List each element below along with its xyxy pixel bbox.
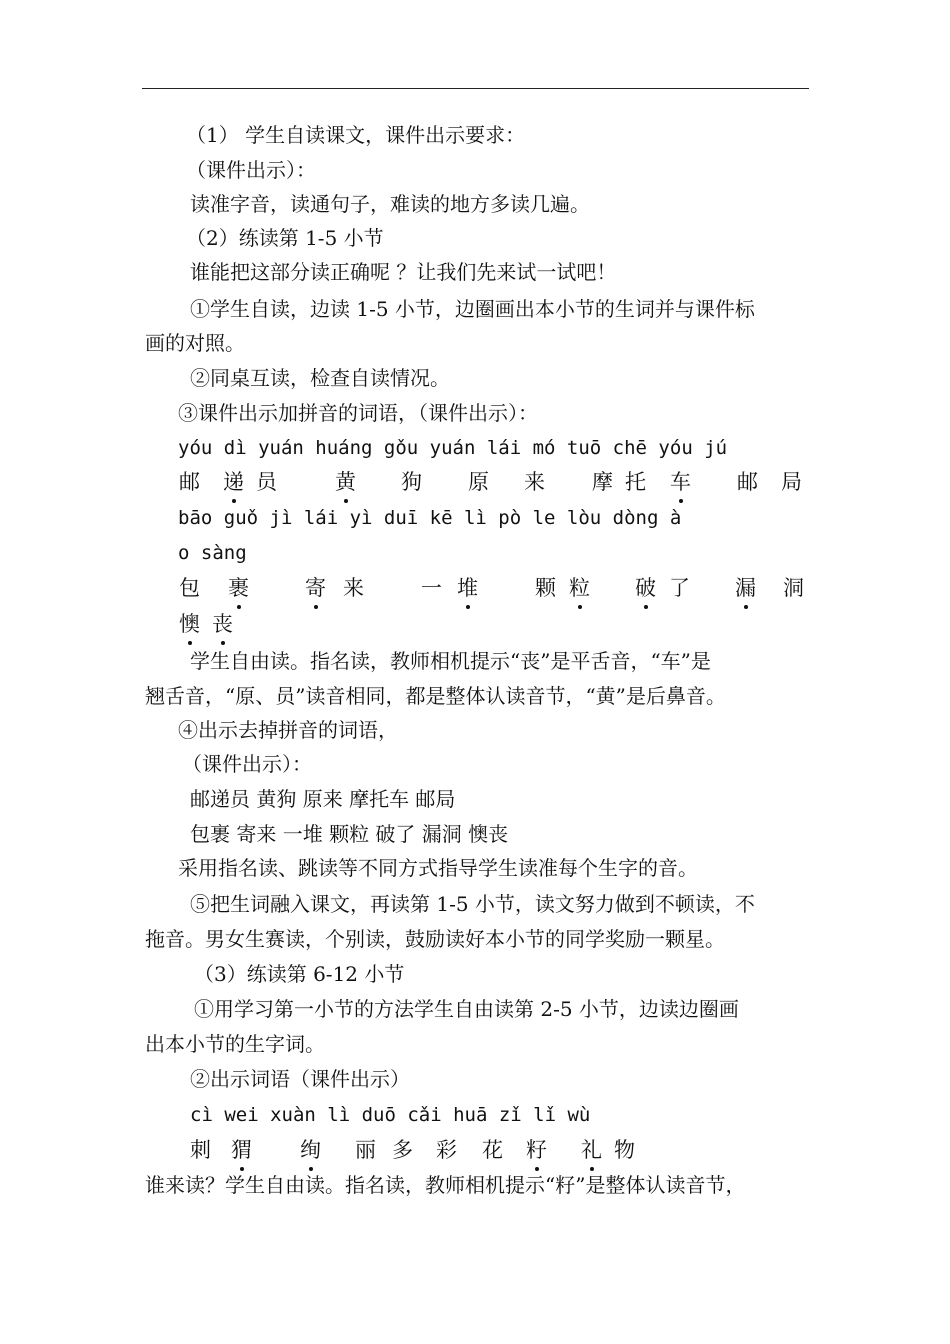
- text-line: 读准字音，读通句子，难读的地方多读几遍。: [190, 192, 590, 216]
- word-char: 了: [669, 576, 690, 600]
- word-row: [0, 1136, 950, 1164]
- word-char: 洞: [783, 576, 804, 600]
- pinyin-line: yóu dì yuán huáng gǒu yuán lái mó tuō chē yóu jú: [178, 437, 728, 459]
- text-line: 画的对照。: [145, 331, 245, 355]
- word-char: 黄: [335, 470, 356, 494]
- pinyin-line: o sàng: [178, 542, 247, 564]
- word-char: 一: [421, 576, 442, 600]
- text-line: （课件出示）：: [182, 752, 312, 776]
- word-char: 裹: [228, 576, 249, 600]
- word-char: 托: [625, 470, 646, 494]
- word-row: [0, 574, 950, 602]
- text-line: ⑤把生词融入课文，再读第 1-5 小节，读文努力做到不顿读，不: [190, 892, 755, 916]
- text-line: ②出示词语（课件出示）: [190, 1067, 410, 1091]
- word-char: 寄: [305, 576, 326, 600]
- word-char: 物: [614, 1138, 635, 1162]
- word-char: 车: [670, 470, 691, 494]
- word-char: 丽: [355, 1138, 376, 1162]
- text-line: 邮递员 黄狗 原来 摩托车 邮局: [190, 787, 456, 811]
- text-line: 包裹 寄来 一堆 颗粒 破了 漏洞 懊丧: [190, 822, 509, 846]
- pinyin-line: cì wei xuàn lì duō cǎi huā zǐ lǐ wù: [190, 1104, 591, 1126]
- text-line: （1） 学生自读课文，课件出示要求：: [186, 123, 526, 147]
- word-char: 包: [179, 576, 200, 600]
- text-line: ①用学习第一小节的方法学生自由读第 2-5 小节，边读边圈画: [194, 997, 739, 1021]
- word-char: 邮: [737, 470, 758, 494]
- word-char: 刺: [190, 1138, 211, 1162]
- text-line: ④出示去掉拼音的词语，: [178, 718, 398, 742]
- word-char: 颗: [535, 576, 556, 600]
- text-line: （2）练读第 1-5 小节: [186, 226, 384, 250]
- word-char: 多: [392, 1138, 413, 1162]
- word-char: 漏: [735, 576, 756, 600]
- text-line: ③课件出示加拼音的词语，（课件出示）：: [178, 401, 538, 425]
- word-char: 礼: [581, 1138, 602, 1162]
- text-line: 出本小节的生字词。: [145, 1032, 325, 1056]
- word-char: 来: [343, 576, 364, 600]
- text-line: 翘舌音，“原、员”读音相同，都是整体认读音节，“黄”是后鼻音。: [145, 684, 726, 708]
- word-char: 破: [635, 576, 656, 600]
- text-line: （课件出示）：: [186, 158, 316, 182]
- word-char: 花: [482, 1138, 503, 1162]
- word-char: 懊: [179, 612, 200, 636]
- word-char: 彩: [436, 1138, 457, 1162]
- word-char: 员: [256, 470, 277, 494]
- word-char: 摩: [592, 470, 613, 494]
- text-line: （3）练读第 6-12 小节: [194, 962, 405, 986]
- word-char: 粒: [569, 576, 590, 600]
- word-char: 递: [223, 470, 244, 494]
- text-line: 学生自由读。指名读，教师相机提示“丧”是平舌音，“车”是: [190, 649, 711, 673]
- word-char: 来: [524, 470, 545, 494]
- word-row: [0, 468, 950, 496]
- word-char: 局: [781, 470, 802, 494]
- text-line: 拖音。男女生赛读，个别读，鼓励读好本小节的同学奖励一颗星。: [145, 927, 725, 951]
- word-char: 籽: [526, 1138, 547, 1162]
- word-char: 堆: [457, 576, 478, 600]
- word-row: [0, 610, 950, 638]
- text-line: 谁来读？学生自由读。指名读，教师相机提示“籽”是整体认读音节，: [145, 1173, 746, 1197]
- word-char: 原: [468, 470, 489, 494]
- word-char: 猬: [231, 1138, 252, 1162]
- header-rule: [142, 88, 809, 89]
- text-line: ②同桌互读，检查自读情况。: [190, 366, 450, 390]
- text-line: ①学生自读，边读 1-5 小节，边圈画出本小节的生词并与课件标: [190, 297, 755, 321]
- text-line: 采用指名读、跳读等不同方式指导学生读准每个生字的音。: [178, 856, 698, 880]
- pinyin-line: bāo guǒ jì lái yì duī kē lì pò le lòu dòng à: [178, 507, 682, 529]
- word-char: 绚: [300, 1138, 321, 1162]
- word-char: 丧: [212, 612, 233, 636]
- word-char: 狗: [401, 470, 422, 494]
- text-line: 谁能把这部分读正确呢 ？让我们先来试一试吧！: [190, 260, 617, 284]
- word-char: 邮: [179, 470, 200, 494]
